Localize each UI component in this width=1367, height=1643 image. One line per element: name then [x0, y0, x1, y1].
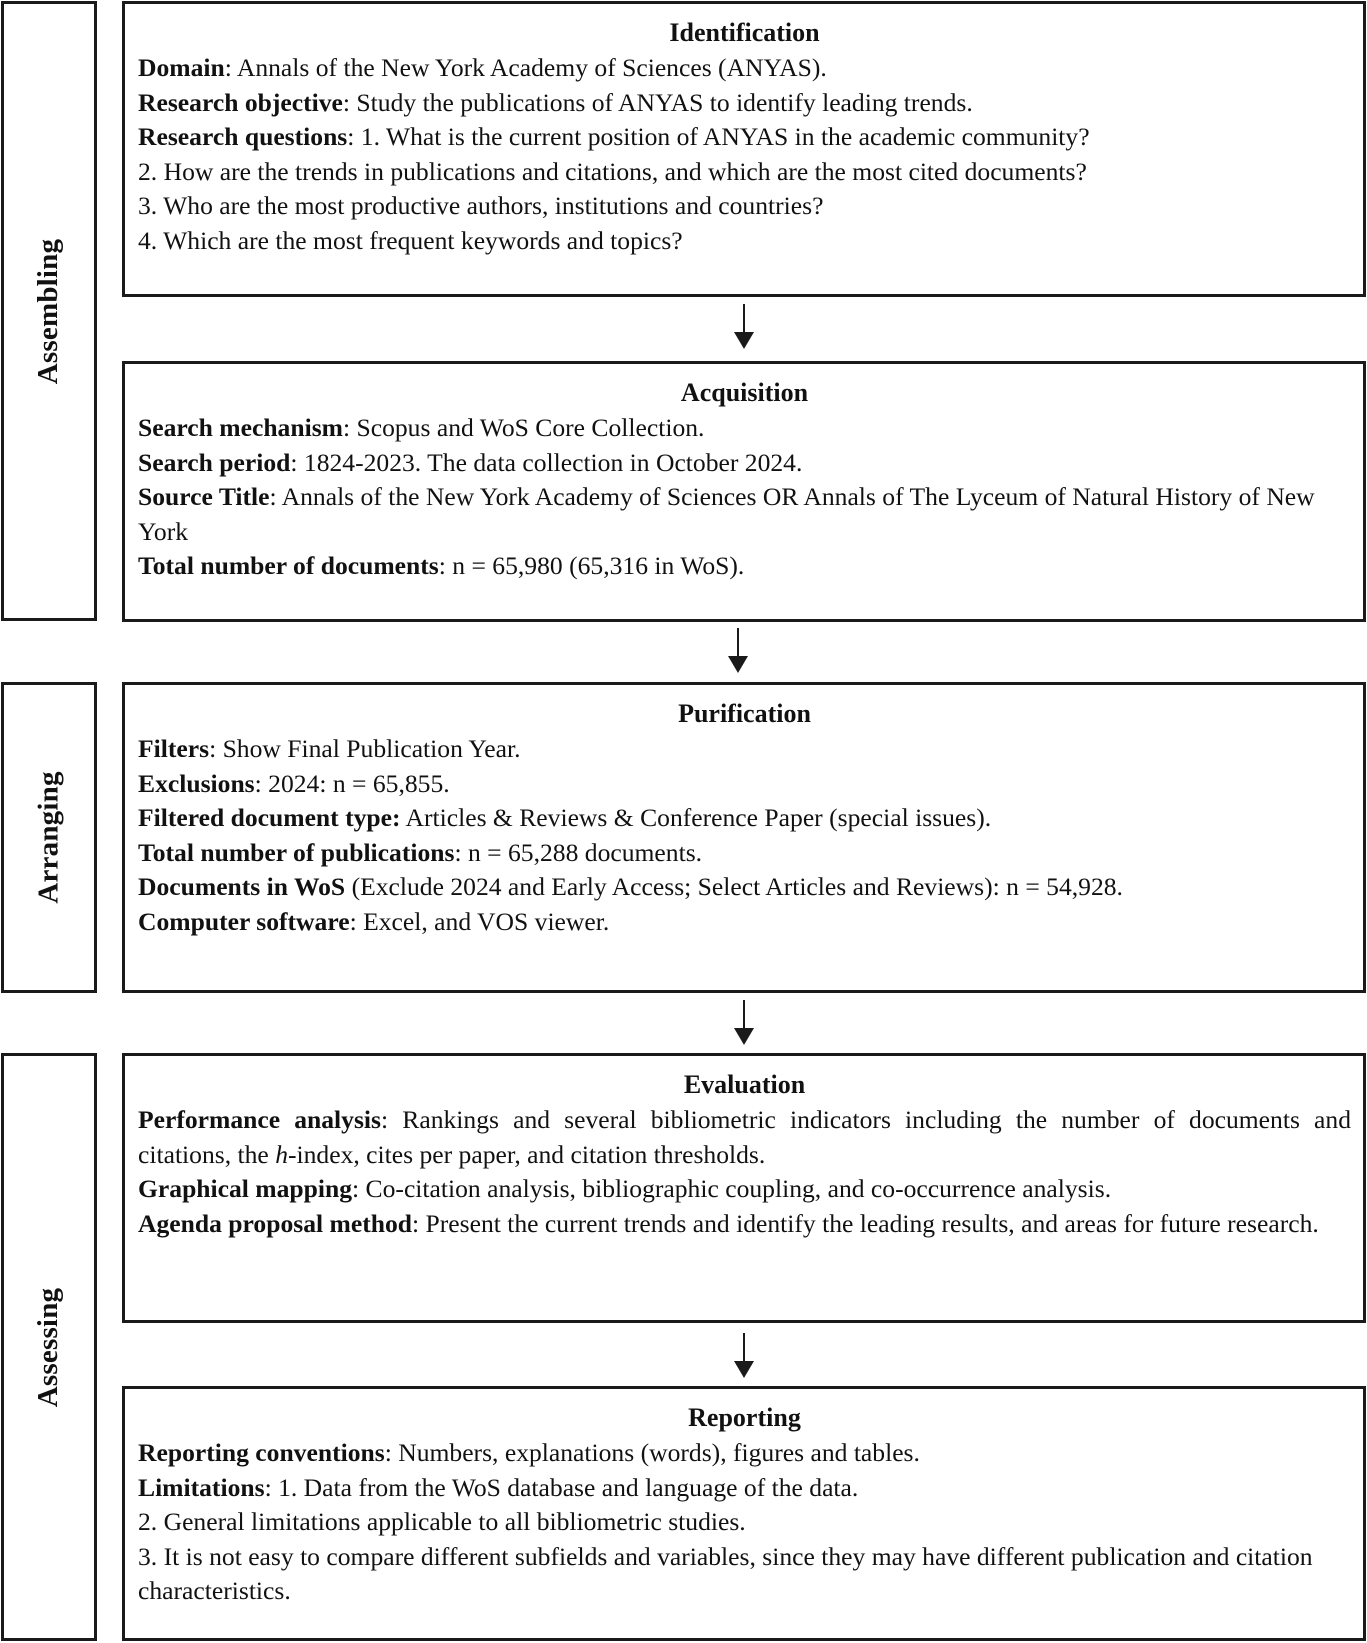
- limitations-row: [138, 1471, 1351, 1506]
- limitation-2: 2. General limitations applicable to all bibliometric studies.: [138, 1507, 746, 1537]
- total-publications-text: : n = 65,288 documents.: [454, 837, 703, 867]
- objective-text: : Study the publications of ANYAS to identify leading trends.: [342, 87, 973, 117]
- period-row: [138, 446, 1351, 481]
- stage-identification: [122, 1, 1366, 297]
- phase-arranging: [1, 682, 97, 993]
- period-label: Search period: [138, 447, 291, 477]
- questions-row: [138, 120, 1351, 155]
- total-publications-row: [138, 836, 1351, 871]
- period-text: : 1824-2023. The data collection in October 2024.: [290, 447, 803, 477]
- filters-row: [138, 732, 1351, 767]
- source-label: Source Title: [138, 482, 270, 512]
- stage-evaluation: [122, 1053, 1366, 1323]
- mechanism-text: : Scopus and WoS Core Collection.: [342, 413, 705, 442]
- mechanism-row: [138, 411, 1351, 446]
- mapping-label: Graphical mapping: [138, 1174, 353, 1204]
- stage-title-reporting: Reporting: [688, 1403, 801, 1432]
- arrow-down-4: [732, 1333, 756, 1379]
- software-row: [138, 905, 1351, 940]
- conventions-label: Reporting conventions: [138, 1438, 385, 1467]
- stage-title-purification: Purification: [678, 699, 811, 728]
- exclusions-label: Exclusions: [138, 768, 255, 798]
- total-documents-text: : n = 65,980 (65,316 in WoS).: [438, 551, 745, 581]
- h-index-italic: h: [275, 1139, 288, 1169]
- limitations-text: : 1. Data from the WoS database and language of the data.: [264, 1472, 859, 1502]
- objective-label: Research objective: [138, 87, 343, 117]
- stage-purification: [122, 682, 1366, 993]
- stage-title-acquisition: Acquisition: [680, 378, 809, 407]
- mechanism-label: Search mechanism: [138, 413, 343, 442]
- total-documents-row: [138, 549, 1351, 584]
- question-2: 2. How are the trends in publications and citations, and which are the most cited documents?: [138, 156, 1087, 186]
- phase-label-assembling: Assembling: [32, 238, 65, 384]
- performance-text-b: -index, cites per paper, and citation thresholds.: [287, 1139, 766, 1169]
- doctype-row: [138, 801, 1351, 836]
- arrow-down-3: [732, 1000, 756, 1046]
- questions-label: Research questions: [138, 122, 348, 152]
- stage-reporting: [122, 1386, 1366, 1641]
- performance-text-a: : Rankings and several bibliometric indicators including the number of documents and citations, the: [138, 1105, 1351, 1169]
- conventions-text: : Numbers, explanations (words), figures and tables.: [384, 1438, 920, 1467]
- doctype-label: Filtered document type:: [138, 803, 401, 833]
- total-documents-label: Total number of documents: [138, 551, 439, 581]
- limitation-3: 3. It is not easy to compare different subfields and variables, since they may have different publication and citation characteristics.: [138, 1541, 1313, 1606]
- limitations-label: Limitations: [138, 1472, 265, 1502]
- doctype-text: Articles & Reviews & Conference Paper (special issues).: [400, 803, 992, 833]
- exclusions-row: [138, 767, 1351, 802]
- phase-label-arranging: Arranging: [32, 771, 65, 904]
- phase-assembling: [1, 1, 97, 621]
- source-text: : Annals of the New York Academy of Sciences OR Annals of The Lyceum of Natural History of New York: [138, 482, 1315, 546]
- domain-text: : Annals of the New York Academy of Sciences (ANYAS).: [224, 53, 827, 82]
- objective-row: [138, 86, 1351, 121]
- arrow-down-1: [732, 304, 756, 350]
- domain-row: [138, 51, 1351, 86]
- software-text: : Excel, and VOS viewer.: [349, 906, 610, 936]
- question-3: 3. Who are the most productive authors, institutions and countries?: [138, 191, 824, 221]
- wos-row: [138, 870, 1351, 905]
- mapping-row: [138, 1172, 1351, 1207]
- question-4: 4. Which are the most frequent keywords and topics?: [138, 225, 683, 255]
- conventions-row: [138, 1436, 1351, 1471]
- filters-text: : Show Final Publication Year.: [209, 734, 521, 763]
- filters-label: Filters: [138, 734, 210, 763]
- domain-label: Domain: [138, 53, 225, 82]
- mapping-text: : Co-citation analysis, bibliographic coupling, and co-occurrence analysis.: [352, 1174, 1112, 1204]
- questions-text: : 1. What is the current position of ANYAS in the academic community?: [347, 122, 1090, 152]
- wos-text: (Exclude 2024 and Early Access; Select Articles and Reviews): n = 54,928.: [345, 872, 1123, 902]
- stage-title-evaluation: Evaluation: [683, 1070, 806, 1099]
- stage-title-identification: Identification: [669, 18, 820, 47]
- source-row: [138, 480, 1351, 549]
- total-publications-label: Total number of publications: [138, 837, 455, 867]
- performance-row: [138, 1103, 1351, 1172]
- stage-acquisition: [122, 361, 1366, 622]
- exclusions-text: : 2024: n = 65,855.: [254, 768, 450, 798]
- software-label: Computer software: [138, 906, 350, 936]
- phase-label-assessing: Assessing: [32, 1287, 65, 1407]
- agenda-row: [138, 1207, 1351, 1242]
- arrow-down-2: [726, 628, 750, 674]
- phase-assessing: [1, 1053, 97, 1641]
- performance-label: Performance analysis: [138, 1105, 382, 1134]
- agenda-label: Agenda proposal method: [138, 1208, 412, 1238]
- agenda-text: : Present the current trends and identify the leading results, and areas for future research.: [412, 1208, 1319, 1238]
- wos-label: Documents in WoS: [138, 872, 346, 902]
